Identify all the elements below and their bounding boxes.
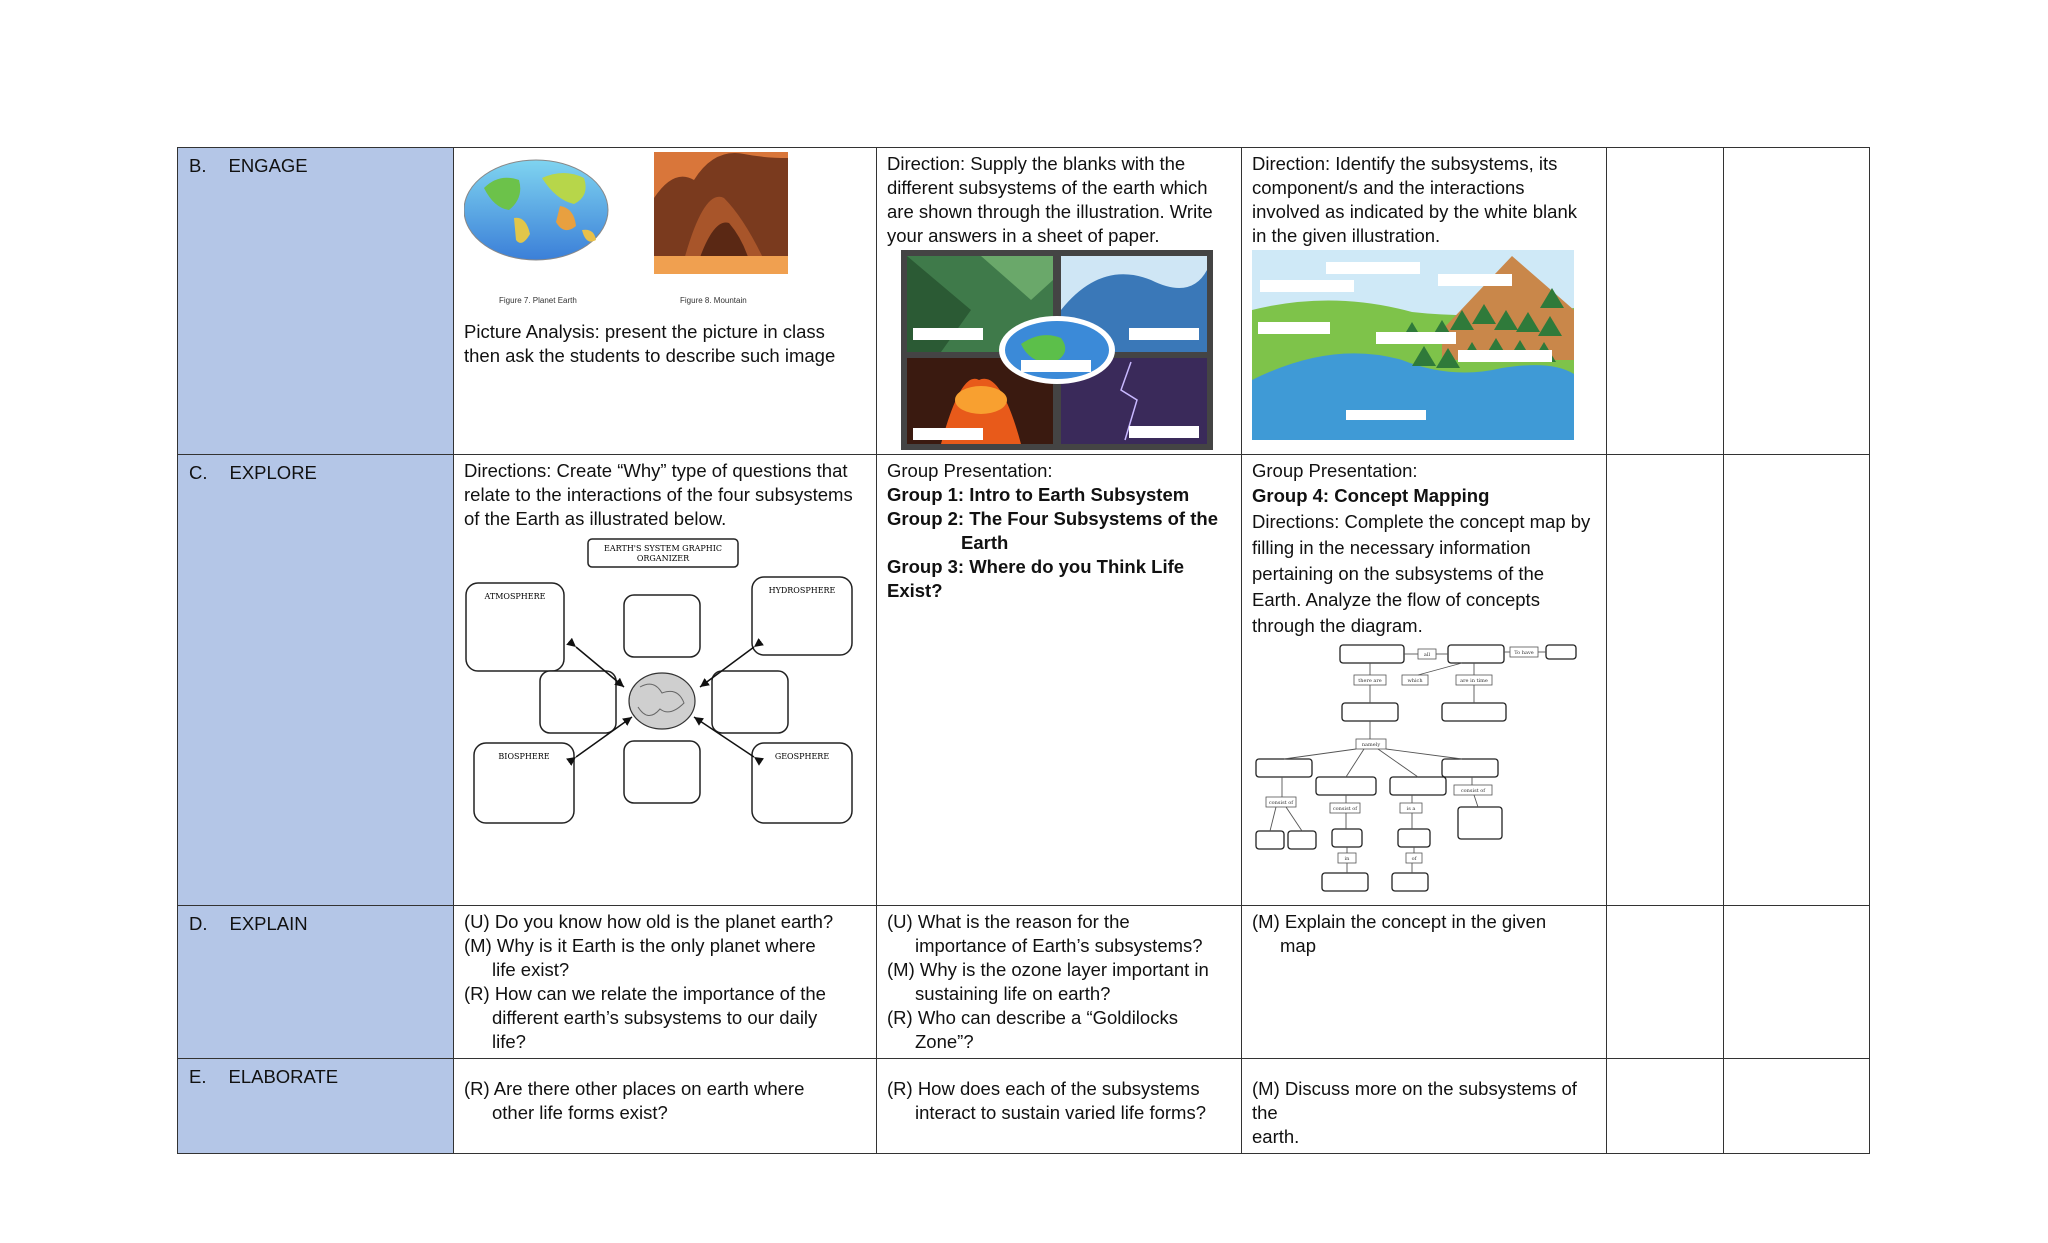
phase-letter: E. [189, 1066, 207, 1087]
row-explore [178, 455, 1870, 906]
phase-letter: B. [189, 155, 207, 176]
phase-cell-explore [178, 455, 454, 906]
phase-label: EXPLORE [229, 462, 317, 483]
explain-questions-cell [877, 906, 1242, 1059]
group-4: Group 4: Concept Mapping [1252, 485, 1490, 506]
group-2-continued: Earth [961, 532, 1009, 553]
group-2: Group 2: The Four Subsystems of the [887, 508, 1218, 529]
map-label: consist of [1332, 806, 1358, 812]
engage-identify-text: Direction: Identify the subsystems, its component/s and the interactions involved as indicated by the white blank in the given illustration. [1252, 153, 1577, 246]
earth-system-organizer [464, 537, 864, 837]
empty-cell [1724, 1059, 1870, 1154]
map-label: namely [1361, 742, 1381, 748]
map-label: of [1411, 856, 1417, 862]
map-label: all [1423, 652, 1431, 658]
landscape-illustration [1252, 250, 1574, 440]
group-1: Group 1: Intro to Earth Subsystem [887, 484, 1190, 505]
explore-directions-text: Directions: Create “Why” type of questions that relate to the interactions of the four subsystems of the Earth as illustrated below. [464, 460, 853, 529]
phase-label: EXPLAIN [229, 913, 308, 934]
engage-direction-cell [877, 148, 1242, 455]
empty-cell [1607, 148, 1724, 455]
row-elaborate [178, 1059, 1870, 1154]
biosphere-box-label: BIOSPHERE [498, 752, 550, 761]
question-continued: different earth’s subsystems to our daily [492, 1007, 818, 1028]
question: (U) What is the reason for the [887, 911, 1130, 932]
question: (R) How does each of the subsystems [887, 1078, 1200, 1099]
question: (M) Discuss more on the subsystems of the [1252, 1078, 1577, 1123]
question: (R) How can we relate the importance of the [464, 983, 826, 1004]
hydrosphere-box-label: HYDROSPHERE [768, 586, 836, 595]
lesson-plan-table [177, 147, 1870, 1154]
phase-letter: C. [189, 462, 208, 483]
picture-analysis-text: Picture Analysis: present the picture in class then ask the students to describe such image [464, 321, 836, 366]
row-engage [178, 148, 1870, 455]
question-continued: interact to sustain varied life forms? [915, 1102, 1206, 1123]
group-presentation-heading: Group Presentation: [1252, 460, 1418, 481]
question: (M) Why is it Earth is the only planet where [464, 935, 816, 956]
explore-activity-cell [454, 455, 877, 906]
elaborate-questions-cell [1242, 1059, 1607, 1154]
empty-cell [1607, 1059, 1724, 1154]
map-label: there are [1358, 678, 1382, 684]
phase-letter: D. [189, 913, 208, 934]
question: (R) Who can describe a “Goldilocks [887, 1007, 1178, 1028]
mountain-figure [644, 148, 804, 308]
row-explain [178, 906, 1870, 1059]
map-label: is a [1406, 806, 1416, 812]
question: (M) Explain the concept in the given [1252, 911, 1547, 932]
engage-figures [464, 148, 866, 308]
explore-groups-cell [877, 455, 1242, 906]
elaborate-questions-cell [454, 1059, 877, 1154]
question: (R) Are there other places on earth where [464, 1078, 805, 1099]
phase-label: ELABORATE [228, 1066, 339, 1087]
question: (M) Why is the ozone layer important in [887, 959, 1209, 980]
question-continued: life exist? [492, 959, 570, 980]
subsystems-illustration [901, 250, 1213, 450]
explore-concept-map-cell [1242, 455, 1607, 906]
question-continued: other life forms exist? [492, 1102, 668, 1123]
group-presentation-heading: Group Presentation: [887, 460, 1053, 481]
empty-cell [1724, 148, 1870, 455]
question-continued: earth. [1252, 1126, 1300, 1147]
map-label: To have [1514, 650, 1534, 656]
empty-cell [1724, 455, 1870, 906]
question-continued: Zone”? [915, 1031, 974, 1052]
geosphere-box-label: GEOSPHERE [774, 752, 830, 761]
planet-earth-figure [464, 148, 624, 308]
engage-identify-cell [1242, 148, 1607, 455]
phase-label: ENGAGE [228, 155, 308, 176]
map-label: which [1407, 678, 1423, 684]
question-continued: sustaining life on earth? [915, 983, 1111, 1004]
phase-cell-explain [178, 906, 454, 1059]
phase-cell-engage [178, 148, 454, 455]
explain-questions-cell [454, 906, 877, 1059]
concept-map-directions: Directions: Complete the concept map by filling in the necessary information pertaining on the subsystems of the Earth. Analyze the flow of concepts through the diagram. [1252, 511, 1591, 636]
organizer-title: EARTH'S SYSTEM GRAPHIC [603, 544, 723, 553]
figure-8-caption: Figure 8. Mountain [680, 296, 747, 305]
question-continued: life? [492, 1031, 526, 1052]
empty-cell [1607, 906, 1724, 1059]
concept-map-diagram [1252, 641, 1582, 901]
empty-cell [1724, 906, 1870, 1059]
question-continued: map [1280, 935, 1316, 956]
atmosphere-box-label: ATMOSPHERE [484, 592, 546, 601]
group-3: Group 3: Where do you Think Life Exist? [887, 556, 1185, 601]
figure-7-caption: Figure 7. Planet Earth [499, 296, 577, 305]
question: (U) Do you know how old is the planet earth? [464, 911, 834, 932]
question-continued: importance of Earth’s subsystems? [915, 935, 1203, 956]
map-label: consist of [1460, 788, 1486, 794]
phase-cell-elaborate [178, 1059, 454, 1154]
elaborate-questions-cell [877, 1059, 1242, 1154]
map-label: consist of [1268, 800, 1294, 806]
explain-questions-cell [1242, 906, 1607, 1059]
map-label: in [1344, 856, 1350, 862]
empty-cell [1607, 455, 1724, 906]
engage-direction-text: Direction: Supply the blanks with the different subsystems of the earth which are shown through the illustration. Write your answers in a sheet of paper. [887, 153, 1213, 246]
engage-activity-cell [454, 148, 877, 455]
organizer-title: ORGANIZER [636, 554, 690, 563]
map-label: are in time [1460, 678, 1488, 684]
